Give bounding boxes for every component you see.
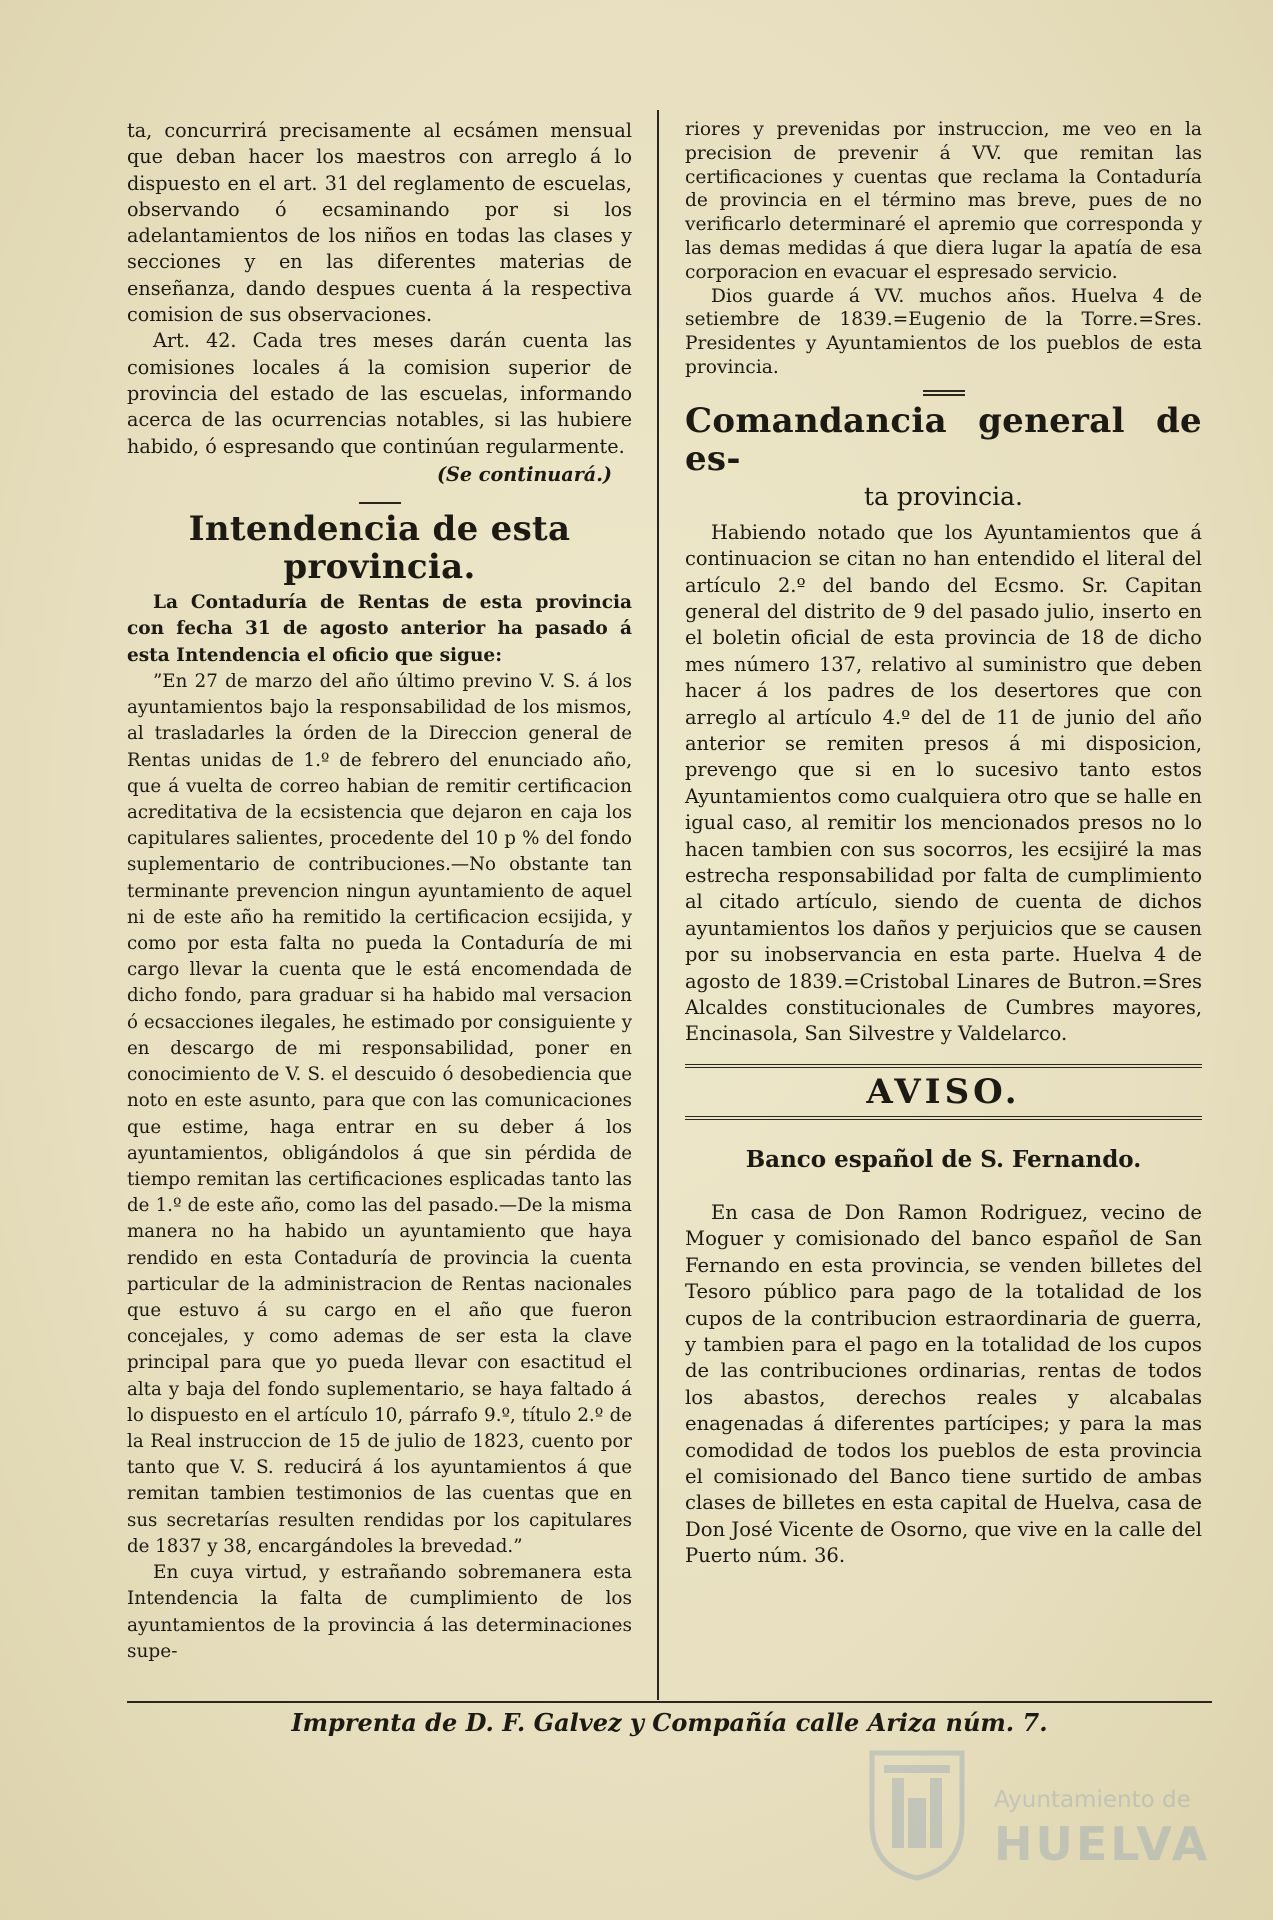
footer-rule <box>127 1701 1212 1703</box>
section-separator-double <box>923 390 965 396</box>
column-divider <box>657 110 659 1700</box>
comandancia-subheading: ta provincia. <box>864 481 1023 511</box>
intendencia-heading: Intendencia de esta provincia. <box>188 509 571 588</box>
se-continuara-note: (Se continuará.) <box>436 462 612 486</box>
watermark-line1: Ayuntamiento de <box>994 1787 1191 1813</box>
banco-body-paragraph: En casa de Don Ramon Rodriguez, vecino de Moguer y comisionado del banco español de San Fernando en esta provincia, se venden billetes del Tesoro público para pago de la totalidad de los cupos de la contribucion estraordinaria de guerra, y tambien para el pago en la totalidad de los cupos de las contribuciones ordinarias, rentas de todos los abastos, derechos reales y alcabalas enagenadas á diferentes partícipes; y para la mas comodidad de todos los pueblos de esta provincia el comisionado del Banco tiene surtido de ambas clases de billetes en esta capital de Huelva, casa de Don José Vicente de Osorno, que vive en la calle del Puerto núm. 36. <box>685 1200 1202 1568</box>
watermark-line2: HUELVA <box>994 1817 1211 1871</box>
comandancia-heading: Comandancia general de es- <box>685 400 1202 479</box>
right-continuation-paragraph: riores y prevenidas por instruccion, me veo en la precision de prevenir á VV. que remitan las certificaciones y cuentas que reclama la Contaduría de provincia en el término mas breve, pues de no verificarlo determinaré el apremio que corresponda y las demas medidas á que diera lugar la apatía de esa corporacion en evacuar el espresado servicio. <box>685 119 1202 283</box>
intendencia-intro-paragraph: La Contaduría de Rentas de esta provincia con fecha 31 de agosto anterior ha pasado á esta Intendencia el oficio que sigue: <box>127 592 632 666</box>
aviso-heading: AVISO. <box>866 1071 1021 1112</box>
left-column <box>127 118 632 1665</box>
comandancia-body-paragraph: Habiendo notado que los Ayuntamientos que á continuacion se citan no han entendido el literal del artículo 2.º del bando del Ecsmo. Sr. Capitan general del distrito de 9 del pasado julio, inserto en el boletin oficial de esta provincia de 18 de dicho mes número 137, relativo al suministro que deben hacer á los padres de los desertores que con arreglo al artículo 4.º del de 11 de junio del año anterior se remiten presos á mi disposicion, prevengo que si en lo sucesivo tanto estos Ayuntamientos como cualquiera otro que se halle en igual caso, al remitir los mencionados presos no lo hacen tambien con sus socorros, les ecsijiré la mas estrecha responsabilidad por falta de cumplimiento al citado artículo, siendo de cuenta de dichos ayuntamientos los daños y perjuicios que se causen por su inobservancia en esta parte. Huelva 4 de agosto de 1839.=Cristobal Linares de Butron.=Sres Alcaldes constitucionales de Cumbres mayores, Encinasola, San Silvestre y Valdelarco. <box>685 520 1202 1046</box>
dios-guarde-paragraph: Dios guarde á VV. muchos años. Huelva 4 de setiembre de 1839.=Eugenio de la Torre.=Sres. Presidentes y Ayuntamientos de los pueblos de esta provincia. <box>685 285 1202 378</box>
left-continuation-paragraph: ta, concurrirá precisamente al ecsámen mensual que deban hacer los maestros con arreglo á lo dispuesto en el art. 31 del reglamento de escuelas, observando ó ecsaminando por si los adelantamientos de los niños en todas las clases y secciones y en las diferentes materias de enseñanza, dando despues cuenta á la respectiva comision de sus observaciones. <box>127 119 632 327</box>
aviso-banner <box>685 1064 1202 1120</box>
ayuntamiento-watermark <box>862 1743 1212 1893</box>
article-42-paragraph: Art. 42. Cada tres meses darán cuenta las comisiones locales á la comision superior de provincia del estado de las escuelas, informando acerca de las ocurrencias notables, si las hubiere habido, ó espresando que continúan regularmente. <box>127 329 632 458</box>
huelva-crest-icon <box>862 1743 972 1883</box>
imprenta-footer: Imprenta de D. F. Galvez y Compañía calle Ariza núm. 7. <box>291 1708 1048 1737</box>
intendencia-quote-paragraph: ”En 27 de marzo del año último previno V. S. á los ayuntamientos bajo la responsabilidad de los mismos, al trasladarles la órden de la Direccion general de Rentas unidas de 1.º de febrero del enunciado año, que á vuelta de correo habian de remitir certificacion acreditativa de la ecsistencia que dejaron en caja los capitulares salientes, procedente del 10 p % del fondo suplementario de contribuciones.—No obstante tan terminante prevencion ningun ayuntamiento de aquel ni de este año ha remitido la certificacion ecsijida, y como por esta falta no pueda la Contaduría de mi cargo llevar la cuenta que le está encomendada de dicho fondo, para graduar si ha habido mal versacion ó ecsacciones ilegales, he estimado por consiguiente y en descargo de mi responsabilidad, poner en conocimiento de V. S. el descuido ó desobediencia que noto en este asunto, para que con las comunicaciones que estime, haga entrar en su deber á los ayuntamientos, obligándolos á que sin pérdida de tiempo remitan las certificaciones esplicadas tanto las de 1.º de este año, como las del pasado.—De la misma manera no ha habido un ayuntamiento que haya rendido en esta Contaduría de provincia la cuenta particular de la administracion de Rentas nacionales que estuvo á su cargo en el año que fueron concejales, y como ademas de ser esta la clave principal para que yo pueda llevar con esactitud el alta y baja del fondo suplementario, se haya faltado á lo dispuesto en el artículo 10, párrafo 9.º, título 2.º de la Real instruccion de 15 de julio de 1823, cuento por tanto que V. S. reducirá á los ayuntamientos á que remitan tambien testimonios de las cuentas que en sus secretarías resulten rendidas por los capitulares de 1837 y 38, encargándoles la brevedad.” <box>127 671 632 1557</box>
banco-heading: Banco español de S. Fernando. <box>745 1145 1142 1173</box>
en-cuya-virtud-paragraph: En cuya virtud, y estrañando sobremanera esta Intendencia la falta de cumplimiento de los ayuntamientos de la provincia á las determinaciones supe- <box>127 1561 632 1662</box>
section-separator <box>359 502 401 504</box>
right-column <box>685 118 1202 1570</box>
